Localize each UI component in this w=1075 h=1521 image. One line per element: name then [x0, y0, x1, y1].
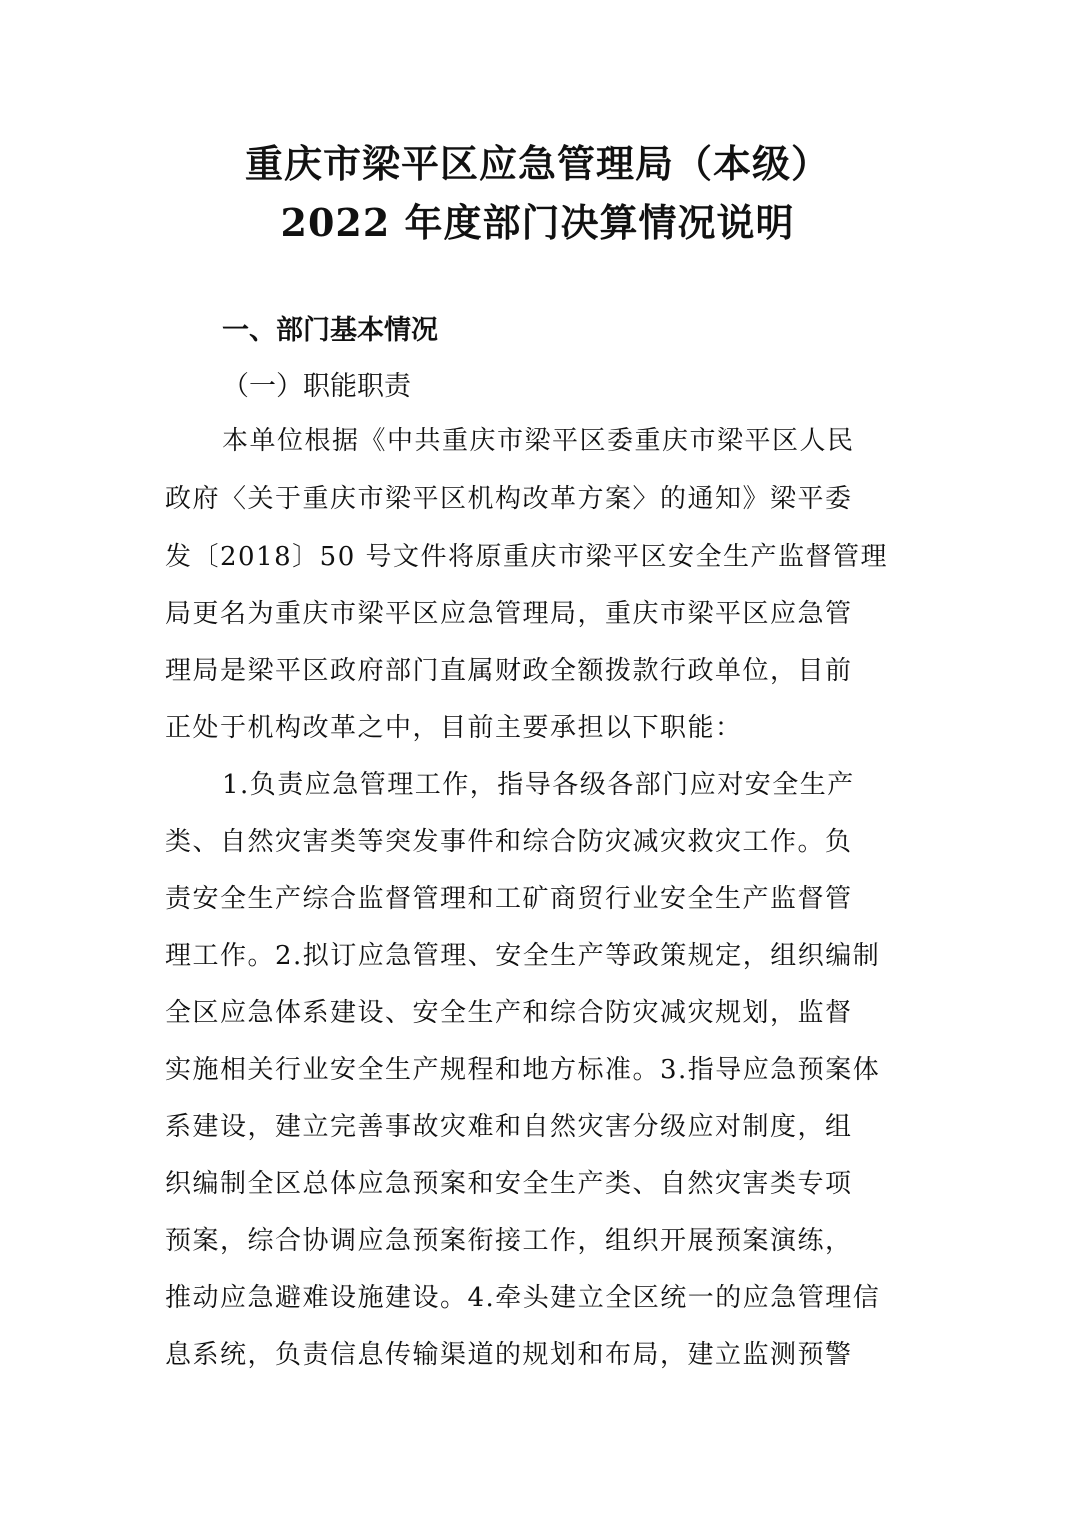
subsection-heading: （一）职能职责	[222, 371, 411, 402]
paragraph-1-line: 政府〈关于重庆市梁平区机构改革方案〉的通知》梁平委	[165, 484, 853, 514]
paragraph-2-line: 理工作。2.拟订应急管理、安全生产等政策规定，组织编制	[165, 941, 881, 971]
paragraph-1-line: 局更名为重庆市梁平区应急管理局，重庆市梁平区应急管	[165, 599, 853, 629]
paragraph-2-line: 系建设，建立完善事故灾难和自然灾害分级应对制度，组	[165, 1112, 853, 1142]
paragraph-1-line: 本单位根据《中共重庆市梁平区委重庆市梁平区人民	[222, 426, 855, 456]
paragraph-2-line: 1.负责应急管理工作，指导各级各部门应对安全生产	[222, 770, 855, 800]
paragraph-2-line: 类、自然灾害类等突发事件和综合防灾减灾救灾工作。负	[165, 827, 853, 857]
paragraph-1-line: 发〔2018〕50 号文件将原重庆市梁平区安全生产监督管理	[165, 542, 889, 572]
paragraph-2-line: 责安全生产综合监督管理和工矿商贸行业安全生产监督管	[165, 884, 853, 914]
paragraph-2-line: 预案，综合协调应急预案衔接工作，组织开展预案演练，	[165, 1226, 853, 1256]
paragraph-2-line: 织编制全区总体应急预案和安全生产类、自然灾害类专项	[165, 1169, 853, 1199]
document-title-line-2: 2022 年度部门决算情况说明	[280, 200, 795, 245]
paragraph-2-line: 实施相关行业安全生产规程和地方标准。3.指导应急预案体	[165, 1055, 881, 1085]
paragraph-2-line: 推动应急避难设施建设。4.牵头建立全区统一的应急管理信	[165, 1283, 881, 1313]
paragraph-2-line: 全区应急体系建设、安全生产和综合防灾减灾规划，监督	[165, 998, 853, 1028]
paragraph-1-line: 正处于机构改革之中，目前主要承担以下职能：	[165, 713, 743, 743]
document-title-line-1: 重庆市梁平区应急管理局（本级）	[244, 141, 830, 186]
paragraph-2-line: 息系统，负责信息传输渠道的规划和布局，建立监测预警	[165, 1340, 853, 1370]
paragraph-1-line: 理局是梁平区政府部门直属财政全额拨款行政单位，目前	[165, 656, 853, 686]
section-heading: 一、部门基本情况	[222, 315, 438, 346]
